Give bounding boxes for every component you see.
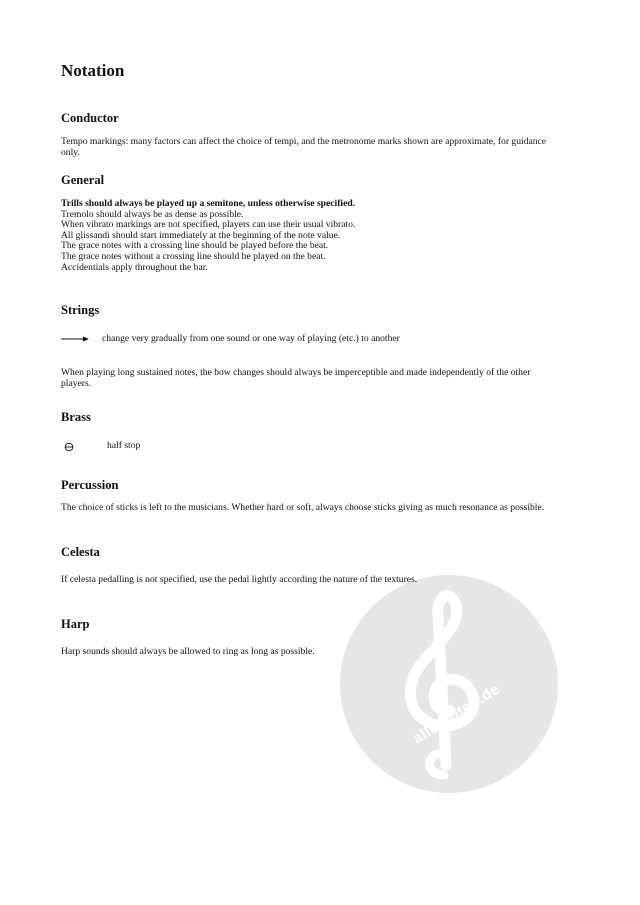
general-line-1: Tremolo should always be as dense as possible. <box>61 208 244 220</box>
conductor-line-2: only. <box>61 146 80 158</box>
half-stop-icon <box>64 442 74 452</box>
arrow-icon <box>60 335 92 343</box>
treble-clef-icon <box>340 575 558 793</box>
strings-line-2: players. <box>61 377 92 389</box>
strings-text <box>61 368 530 389</box>
general-line-6: Accidentials apply throughout the bar. <box>61 261 208 273</box>
percussion-text: The choice of sticks is left to the musicians. Whether hard or soft, always choose sticks giving as much resonance as possible. <box>61 502 545 513</box>
page-title: Notation <box>61 61 125 80</box>
celesta-heading: Celesta <box>61 545 100 559</box>
brass-symbol-text: half stop <box>107 440 141 451</box>
harp-heading: Harp <box>61 617 90 631</box>
general-line-5: The grace notes without a crossing line should be played on the beat. <box>61 250 326 262</box>
brass-heading: Brass <box>61 410 91 424</box>
conductor-heading: Conductor <box>61 111 119 125</box>
general-line-2: When vibrato markings are not specified, players can use their usual vibrato. <box>61 219 356 231</box>
general-line-3: All glissandi should start immediately at the beginning of the note value. <box>61 229 341 241</box>
strings-line-1: When playing long sustained notes, the bow changes should always be imperceptible and made independently of the other <box>61 367 531 378</box>
celesta-text: If celesta pedalling is not specified, use the pedal lightly according the nature of the textures. <box>61 574 418 585</box>
strings-heading: Strings <box>61 303 100 317</box>
general-line-4: The grace notes with a crossing line should be played before the beat. <box>61 240 329 252</box>
conductor-text <box>61 137 546 158</box>
harp-text: Harp sounds should always be allowed to ring as long as possible. <box>61 646 315 657</box>
percussion-heading: Percussion <box>61 478 119 492</box>
watermark-text: alle-noten.de <box>410 680 503 748</box>
watermark <box>340 575 558 793</box>
general-heading: General <box>61 173 105 187</box>
general-bold-line: Trills should always be played up a semitone, unless otherwise specified. <box>61 198 356 209</box>
conductor-line-1: Tempo markings: many factors can affect the choice of tempi, and the metronome marks shown are approximate, for guidance <box>61 136 547 147</box>
general-text <box>61 199 355 273</box>
strings-arrow-text: change very gradually from one sound or one way of playing (etc.) to another <box>102 333 400 344</box>
